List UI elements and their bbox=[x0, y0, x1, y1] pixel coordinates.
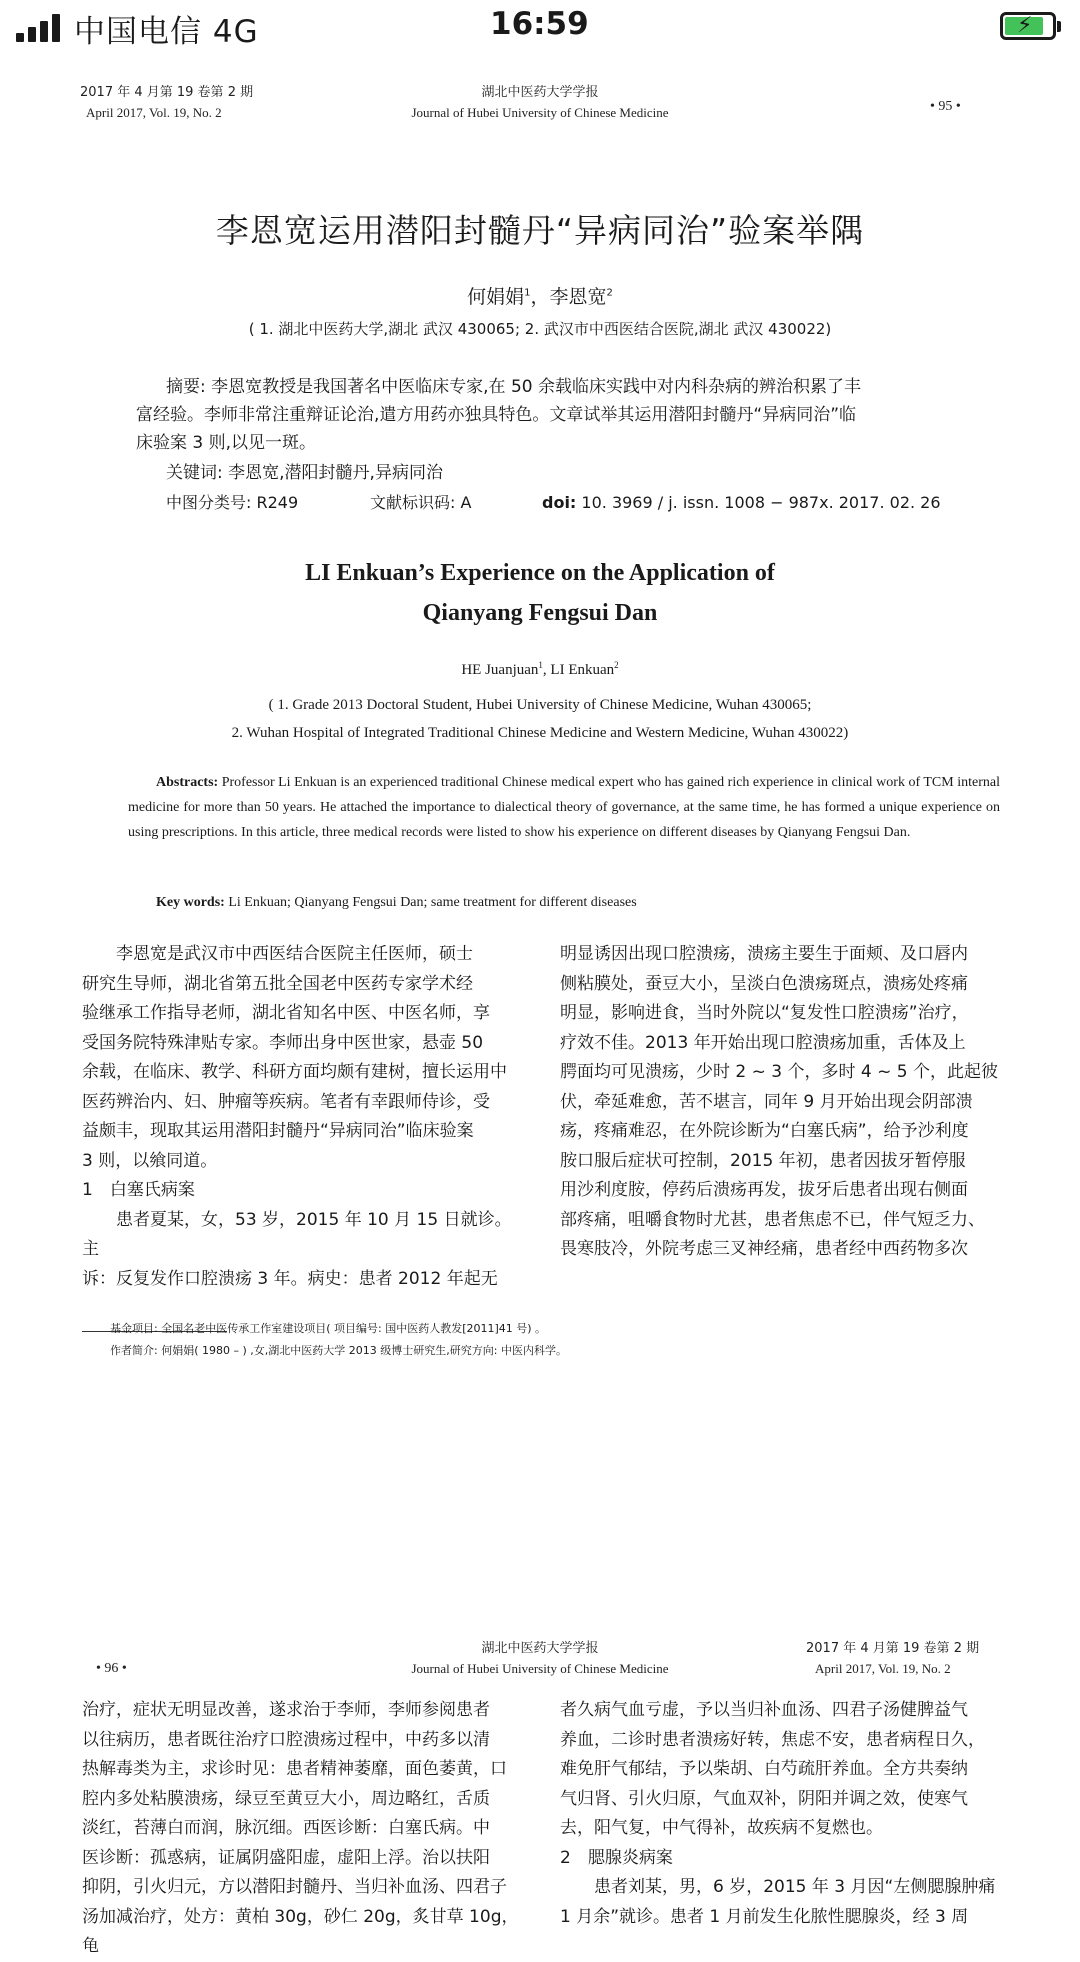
body-right-column bbox=[560, 940, 1010, 1265]
body-right-line: 伏，牵延难愈，苦不堪言，同年 9 月开始出现会阴部溃 bbox=[560, 1091, 973, 1112]
page2-right-line: 难免肝气郁结，予以柴胡、白芍疏肝养血。全方共奏纳 bbox=[560, 1759, 968, 1779]
page1-journal-en: Journal of Hubei University of Chinese Medicine bbox=[411, 105, 669, 120]
document-code: 文献标识码: A bbox=[370, 493, 472, 512]
body-right-line: 用沙利度胺，停药后溃疡再发，拔牙后患者出现右侧面 bbox=[560, 1180, 968, 1200]
affiliation-en-line1: ( 1. Grade 2013 Doctoral Student, Hubei University of Chinese Medicine, Wuhan 430065; bbox=[268, 697, 812, 713]
page1-issue-en: April 2017, Vol. 19, No. 2 bbox=[86, 105, 222, 120]
page2-left-line: 热解毒类为主，求诊时见：患者精神萎靡，面色萎黄，口 bbox=[82, 1759, 507, 1779]
keywords-en-label: Key words: bbox=[156, 895, 225, 910]
footnote-author: 作者简介: 何娟娟( 1980 – ) ,女,湖北中医药大学 2013 级博士研究生,研究方向: 中医内科学。 bbox=[110, 1344, 567, 1357]
author2-en: LI Enkuan bbox=[550, 662, 615, 678]
page2-left-line: 治疗，症状无明显改善，遂求治于李师，李师参阅患者 bbox=[82, 1700, 490, 1720]
abstract-cn-line3: 床验案 3 则,以见一斑。 bbox=[136, 433, 317, 453]
page2-journal-en: Journal of Hubei University of Chinese Medicine bbox=[411, 1661, 669, 1676]
battery-charging-icon: ⚡ bbox=[1000, 12, 1056, 40]
abstract-en-label: Abstracts: bbox=[156, 775, 219, 790]
author2-en-sup: 2 bbox=[614, 660, 619, 670]
body-right-line: 疡，疼痛难忍，在外院诊断为“白塞氏病”，给予沙利度 bbox=[560, 1121, 969, 1141]
page2-right-column bbox=[560, 1696, 1010, 1932]
section-heading-1: 1 白塞氏病案 bbox=[82, 1180, 195, 1200]
page2-right-line: 去，阳气复，中气得补，故疾病不复燃也。 bbox=[560, 1818, 883, 1838]
page2-left-line: 以往病历，患者既往治疗口腔溃疡过程中，中药多以清 bbox=[82, 1729, 490, 1750]
body-right-line: 腭面均可见溃疡，少时 2 ~ 3 个，多时 4 ~ 5 个，此起彼 bbox=[560, 1062, 998, 1082]
body-right-line: 明显，影响进食，当时外院以“复发性口腔溃疡”治疗， bbox=[560, 1003, 969, 1023]
body-left-column bbox=[82, 940, 522, 1294]
affiliation-en-line2: 2. Wuhan Hospital of Integrated Traditional Chinese Medicine and Western Medicine, Wuhan 430022) bbox=[231, 725, 849, 741]
doi bbox=[542, 489, 941, 517]
article-title-en bbox=[0, 553, 1080, 633]
footnote-fund: 基金项目: 全国名老中医传承工作室建设项目( 项目编号: 国中医药人教发[2011]41 号) 。 bbox=[110, 1322, 547, 1335]
page1-issue-cn: 2017 年 4 月第 19 卷第 2 期 bbox=[80, 85, 254, 100]
page2-left-line: 汤加减治疗，处方：黄柏 30g，砂仁 20g，炙甘草 10g，龟 bbox=[82, 1906, 519, 1956]
battery-tip-icon bbox=[1057, 21, 1061, 32]
body-left-line: 医药辨治内、妇、肿瘤等疾病。笔者有幸跟师侍诊，受 bbox=[82, 1091, 490, 1112]
abstract-cn-line2: 富经验。李师非常注重辩证论治,遣方用药亦独具特色。文章试举其运用潜阳封髓丹“异病同治”临 bbox=[136, 405, 857, 425]
author2-sup: 2 bbox=[606, 287, 613, 299]
abstract-en bbox=[128, 770, 1000, 845]
abstract-en-text: Professor Li Enkuan is an experienced traditional Chinese medical expert who has gained rich experience in clinical work of TCM internal medicine for more than 50 years. He attached the importance to dialectical theory of governance, at the same time, he has formed a unique experience on using prescriptions. In this article, three medical records were listed to show his experience on different diseases by Qianyang Fengsui Dan. bbox=[128, 775, 1000, 840]
page2-journal-cn: 湖北中医药大学学报 bbox=[481, 1641, 599, 1656]
status-bar bbox=[0, 0, 1080, 54]
keywords-en bbox=[128, 890, 1000, 915]
affiliation-cn: ( 1. 湖北中医药大学,湖北 武汉 430065; 2. 武汉市中西医结合医院,湖北 武汉 430022) bbox=[248, 320, 832, 338]
author1-en: HE Juanjuan bbox=[461, 662, 539, 678]
page2-left-line: 医诊断：孤惑病，证属阴盛阳虚，虚阳上浮。治以扶阳 bbox=[82, 1847, 490, 1868]
page1-page-number: • 95 • bbox=[930, 99, 961, 114]
author1-cn: 何娟娟 bbox=[467, 286, 525, 308]
body-right-line: 部疼痛，咀嚼食物时尤甚，患者焦虑不已，伴气短乏力、 bbox=[560, 1209, 985, 1230]
page2-issue-cn: 2017 年 4 月第 19 卷第 2 期 bbox=[806, 1641, 980, 1656]
page2-issue-en: April 2017, Vol. 19, No. 2 bbox=[815, 1661, 951, 1676]
body-right-line: 侧粘膜处，蚕豆大小，呈淡白色溃疡斑点，溃疡处疼痛 bbox=[560, 973, 968, 994]
keywords-cn: 关键词: 李恩宽,潜阳封髓丹,异病同治 bbox=[166, 463, 443, 483]
section-heading-2: 2 腮腺炎病案 bbox=[560, 1847, 673, 1868]
body-left-line: 验继承工作指导老师，湖北省知名中医、中医名师，享 bbox=[82, 1003, 490, 1023]
doi-value: 10. 3969 / j. issn. 1008 − 987x. 2017. 02. 26 bbox=[576, 493, 941, 512]
author1-en-sup: 1 bbox=[538, 660, 543, 670]
carrier-network-label: 中国电信 4G bbox=[74, 14, 259, 50]
body-left-line: 诉：反复发作口腔溃疡 3 年。病史：患者 2012 年起无 bbox=[82, 1268, 498, 1289]
title-en-line1: LI Enkuan’s Experience on the Application of bbox=[305, 560, 775, 586]
body-right-line: 畏寒肢冷，外院考虑三叉神经痛，患者经中西药物多次 bbox=[560, 1239, 968, 1259]
body-left-line: 余载，在临床、教学、科研方面均颇有建树，擅长运用中 bbox=[82, 1062, 507, 1082]
author1-sup: 1 bbox=[524, 287, 531, 299]
body-left-line: 益颇丰，现取其运用潜阳封髓丹“异病同治”临床验案 bbox=[82, 1121, 474, 1141]
clc-number: 中图分类号: R249 bbox=[166, 493, 299, 512]
article-title-cn: 李恩宽运用潜阳封髓丹“异病同治”验案举隅 bbox=[215, 211, 865, 250]
body-left-line: 3 则，以飨同道。 bbox=[82, 1150, 218, 1171]
body-left-line: 受国务院特殊津贴专家。李师出身中医世家，悬壶 50 bbox=[82, 1032, 484, 1053]
page2-page-number: • 96 • bbox=[96, 1661, 127, 1676]
doi-label: doi: bbox=[542, 493, 577, 512]
page2-left-line: 抑阴，引火归元，方以潜阳封髓丹、当归补血汤、四君子 bbox=[82, 1877, 507, 1897]
authors-en bbox=[0, 660, 1080, 679]
page2-right-line: 患者刘某，男，6 岁，2015 年 3 月因“左侧腮腺肿痛 bbox=[560, 1877, 996, 1897]
author-separator: ， bbox=[530, 286, 550, 308]
page2-right-line: 气归肾、引火归原，气血双补，阴阳并调之效，使寒气 bbox=[560, 1788, 968, 1809]
author2-cn: 李恩宽 bbox=[549, 286, 607, 308]
page2-right-line: 养血，二诊时患者溃疡好转，焦虑不安，患者病程日久， bbox=[560, 1729, 985, 1750]
body-left-line: 患者夏某，女，53 岁，2015 年 10 月 15 日就诊。主 bbox=[82, 1209, 512, 1259]
authors-cn bbox=[0, 282, 1080, 309]
body-left-line: 李恩宽是武汉市中西医结合医院主任医师，硕士 bbox=[82, 944, 473, 964]
page2-right-line: 者久病气血亏虚，予以当归补血汤、四君子汤健脾益气 bbox=[560, 1700, 968, 1720]
signal-strength-icon bbox=[16, 14, 62, 42]
keywords-en-text: Li Enkuan; Qianyang Fengsui Dan; same treatment for different diseases bbox=[224, 895, 637, 910]
author-en-separator: , bbox=[542, 662, 551, 678]
title-en-line2: Qianyang Fengsui Dan bbox=[422, 600, 658, 626]
page2-right-line: 1 月余”就诊。患者 1 月前发生化脓性腮腺炎，经 3 周 bbox=[560, 1906, 969, 1927]
body-right-line: 疗效不佳。2013 年开始出现口腔溃疡加重，舌体及上 bbox=[560, 1032, 966, 1053]
page2-left-line: 腔内多处粘膜溃疡，绿豆至黄豆大小，周边略红，舌质 bbox=[82, 1788, 490, 1809]
body-right-line: 胺口服后症状可控制，2015 年初，患者因拔牙暂停服 bbox=[560, 1150, 966, 1171]
body-right-line: 明显诱因出现口腔溃疡，溃疡主要生于面颊、及口唇内 bbox=[560, 944, 968, 964]
status-clock: 16:59 bbox=[490, 6, 589, 42]
page2-left-line: 淡红，苔薄白而润，脉沉细。西医诊断：白塞氏病。中 bbox=[82, 1818, 490, 1838]
body-left-line: 研究生导师，湖北省第五批全国老中医药专家学术经 bbox=[82, 973, 473, 994]
page1-journal-cn: 湖北中医药大学学报 bbox=[481, 85, 599, 100]
abstract-cn-line1: 摘要: 李恩宽教授是我国著名中医临床专家,在 50 余载临床实践中对内科杂病的辨治积累了丰 bbox=[166, 377, 861, 397]
page2-left-column bbox=[82, 1696, 522, 1962]
